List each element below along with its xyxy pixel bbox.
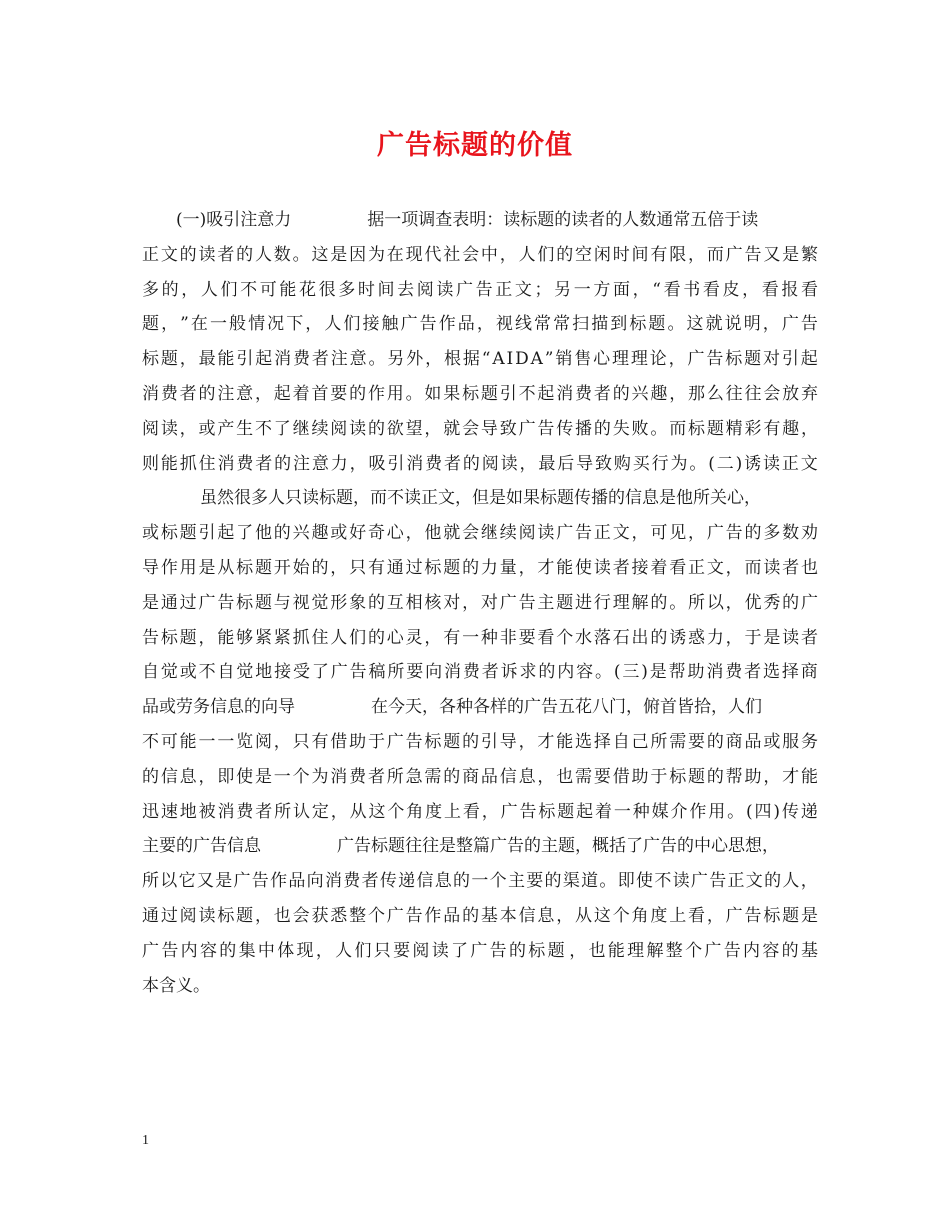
text-line: 或 标 题 引 起 了 他 的 兴 趣 或 好 奇 心 ， 他 就 会 继 续 阅 读 广 告 正 文 ， 可 见 ， 广 告 的 多 数 劝 [142,523,818,544]
text-line: 导 作 用 是 从 标 题 开 始 的 ， 只 有 通 过 标 题 的 力 量 ， 才 能 使 读 者 接 着 看 正 文 ， 而 读 者 也 [142,557,818,578]
text-line: 多 的 ， 人 们 不 可 能 花 很 多 时 间 去 阅 读 广 告 正 文 ； 另 一 方 面 ， “ 看 书 看 皮 ， 看 报 看 [142,279,818,300]
text-line: 题 ， ” 在 一 般 情 况 下 ， 人 们 接 触 广 告 作 品 ， 视 线 常 常 扫 描 到 标 题 。 这 就 说 明 ， 广 告 [142,314,818,335]
page-number: 1 [142,1133,149,1148]
text-segment: 在今天，各种各样的广告五花八门，俯首皆拾，人们 [371,697,762,718]
article-body [142,203,818,1003]
text-segment: 广告标题往往是整篇广告的主题，概括了广告的中心思想， [337,836,779,857]
text-line: 广 告 内 容 的 集 中 体 现 ， 人 们 只 要 阅 读 了 广 告 的 标 题 ， 也 能 理 解 整 个 广 告 内 容 的 基 [142,940,818,961]
text-line: 消 费 者 的 注 意 ， 起 着 首 要 的 作 用 。 如 果 标 题 引 不 起 消 费 者 的 兴 趣 ， 那 么 往 往 会 放 弃 [142,383,818,404]
text-line [142,690,818,725]
text-line: 虽然很多人只读标题，而不读正文，但是如果标题传播的信息是他所关心， [200,488,761,509]
page-title: 广告标题的价值 [377,130,573,161]
text-line: 的 信 息 ， 即 使 是 一 个 为 消 费 者 所 急 需 的 商 品 信 息 ， 也 需 要 借 助 于 标 题 的 帮 助 ， 才 能 [142,766,818,787]
text-line: 不 可 能 一 一 览 阅 ， 只 有 借 助 于 广 告 标 题 的 引 导 ， 才 能 选 择 自 己 所 需 要 的 商 品 或 服 务 [142,731,818,752]
text-line: 标 题 ， 最 能 引 起 消 费 者 注 意 。 另 外 ， 根 据 “ A I D A ” 销 售 心 理 理 论 ， 广 告 标 题 对 引 起 [142,349,818,370]
section-heading: (一)吸引注意力 [176,210,292,230]
text-line: 则 能 抓 住 消 费 者 的 注 意 力 ， 吸 引 消 费 者 的 阅 读 ， 最 后 导 致 购 买 行 为 。 ( 二 ) 诱 读 正 文 [142,453,818,474]
text-line: 通 过 阅 读 标 题 ， 也 会 获 悉 整 个 广 告 作 品 的 基 本 信 息 ， 从 这 个 角 度 上 看 ， 广 告 标 题 是 [142,905,818,926]
text-line [142,203,818,238]
text-line: 迅 速 地 被 消 费 者 所 认 定 ， 从 这 个 角 度 上 看 ， 广 告 标 题 起 着 一 种 媒 介 作 用 。 ( 四 ) 传 递 [142,801,818,822]
text-line [142,829,818,864]
text-line: 是 通 过 广 告 标 题 与 视 觉 形 象 的 互 相 核 对 ， 对 广 告 主 题 进 行 理 解 的 。 所 以 ， 优 秀 的 广 [142,592,818,613]
text-line: 所 以 它 又 是 广 告 作 品 向 消 费 者 传 递 信 息 的 一 个 主 要 的 渠 道 。 即 使 不 读 广 告 正 文 的 人 ， [142,871,818,892]
text-segment: 据一项调查表明：读标题的读者的人数通常五倍于读 [367,210,759,230]
section-heading: 主要的广告信息 [142,836,261,857]
text-line: 正 文 的 读 者 的 人 数 。 这 是 因 为 在 现 代 社 会 中 ， 人 们 的 空 闲 时 间 有 限 ， 而 广 告 又 是 繁 [142,244,818,265]
text-line: 告 标 题 ， 能 够 紧 紧 抓 住 人 们 的 心 灵 ， 有 一 种 非 要 看 个 水 落 石 出 的 诱 惑 力 ， 于 是 读 者 [142,627,818,648]
section-heading: 品或劳务信息的向导 [142,697,295,718]
text-line: 阅 读 ， 或 产 生 不 了 继 续 阅 读 的 欲 望 ， 就 会 导 致 广 告 传 播 的 失 败 。 而 标 题 精 彩 有 趣 ， [142,418,818,439]
text-line: 自 觉 或 不 自 觉 地 接 受 了 广 告 稿 所 要 向 消 费 者 诉 求 的 内 容 。 ( 三 ) 是 帮 助 消 费 者 选 择 商 [142,662,818,683]
text-line: 本含义。 [142,975,210,996]
